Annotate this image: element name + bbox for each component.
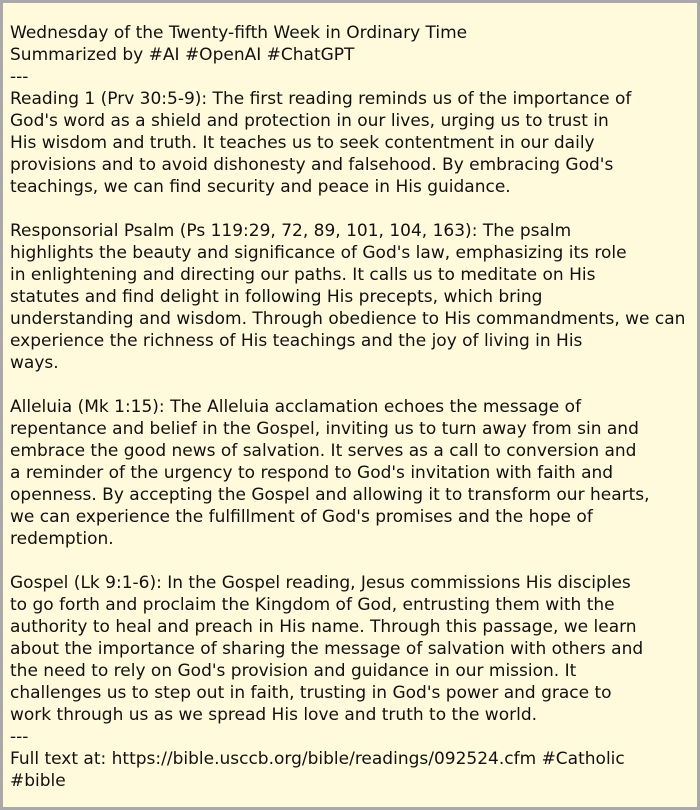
paragraph-line: His wisdom and truth. It teaches us to seek contentment in our daily [10,133,595,153]
paragraph-line: ways. [10,353,59,373]
paragraph-line: statutes and find delight in following His precepts, which bring [10,287,543,307]
alleluia-paragraph [10,396,700,550]
post-byline: Summarized by #AI #OpenAI #ChatGPT [10,45,355,65]
reading1-paragraph [10,88,700,198]
gospel-paragraph [10,572,700,726]
paragraph-line: openness. By accepting the Gospel and allowing it to transform our hearts, [10,485,650,505]
paragraph-line: about the importance of sharing the message of salvation with others and [10,639,644,659]
paragraph-line: Alleluia (Mk 1:15): The Alleluia acclamation echoes the message of [10,397,582,417]
paragraph-line: embrace the good news of salvation. It serves as a call to conversion and [10,441,637,461]
paragraph-line: we can experience the fulfillment of God's promises and the hope of [10,507,593,527]
paragraph-line: Responsorial Psalm (Ps 119:29, 72, 89, 101, 104, 163): The psalm [10,221,572,241]
paragraph-line: God's word as a shield and protection in our lives, urging us to trust in [10,111,609,131]
paragraph-gap [10,198,700,220]
paragraph-line: Reading 1 (Prv 30:5-9): The first reading reminds us of the importance of [10,89,632,109]
paragraph-line: authority to heal and preach in His name. Through this passage, we learn [10,617,637,637]
paragraph-line: experience the richness of His teachings and the joy of living in His [10,331,583,351]
paragraph-line: teachings, we can find security and peace in His guidance. [10,177,511,197]
paragraph-line: the need to rely on God's provision and guidance in our mission. It [10,661,577,681]
paragraph-line: challenges us to step out in faith, trusting in God's power and grace to [10,683,612,703]
psalm-paragraph [10,220,700,374]
paragraph-gap [10,374,700,396]
paragraph-line: repentance and belief in the Gospel, inviting us to turn away from sin and [10,419,639,439]
paragraph-line: work through us as we spread His love and truth to the world. [10,705,538,725]
fulltext-link[interactable]: Full text at: https://bible.usccb.org/bible/readings/092524.cfm #Catholic [10,749,625,769]
paragraph-line: Gospel (Lk 9:1-6): In the Gospel reading, Jesus commissions His disciples [10,573,631,593]
post-text [10,22,700,792]
divider-bottom: --- [10,727,29,747]
paragraph-line: provisions and to avoid dishonesty and falsehood. By embracing God's [10,155,614,175]
post-title: Wednesday of the Twenty-fifth Week in Ordinary Time [10,23,468,43]
paragraph-gap [10,550,700,572]
paragraph-line: redemption. [10,529,114,549]
paragraph-line: in enlightening and directing our paths. It calls us to meditate on His [10,265,596,285]
paragraph-line: understanding and wisdom. Through obedience to His commandments, we can [10,309,686,329]
paragraph-line: highlights the beauty and significance of God's law, emphasizing its role [10,243,627,263]
hashtag-bible[interactable]: #bible [10,771,66,791]
paragraph-line: a reminder of the urgency to respond to God's invitation with faith and [10,463,614,483]
divider-top: --- [10,67,29,87]
paragraph-line: to go forth and proclaim the Kingdom of God, entrusting them with the [10,595,615,615]
